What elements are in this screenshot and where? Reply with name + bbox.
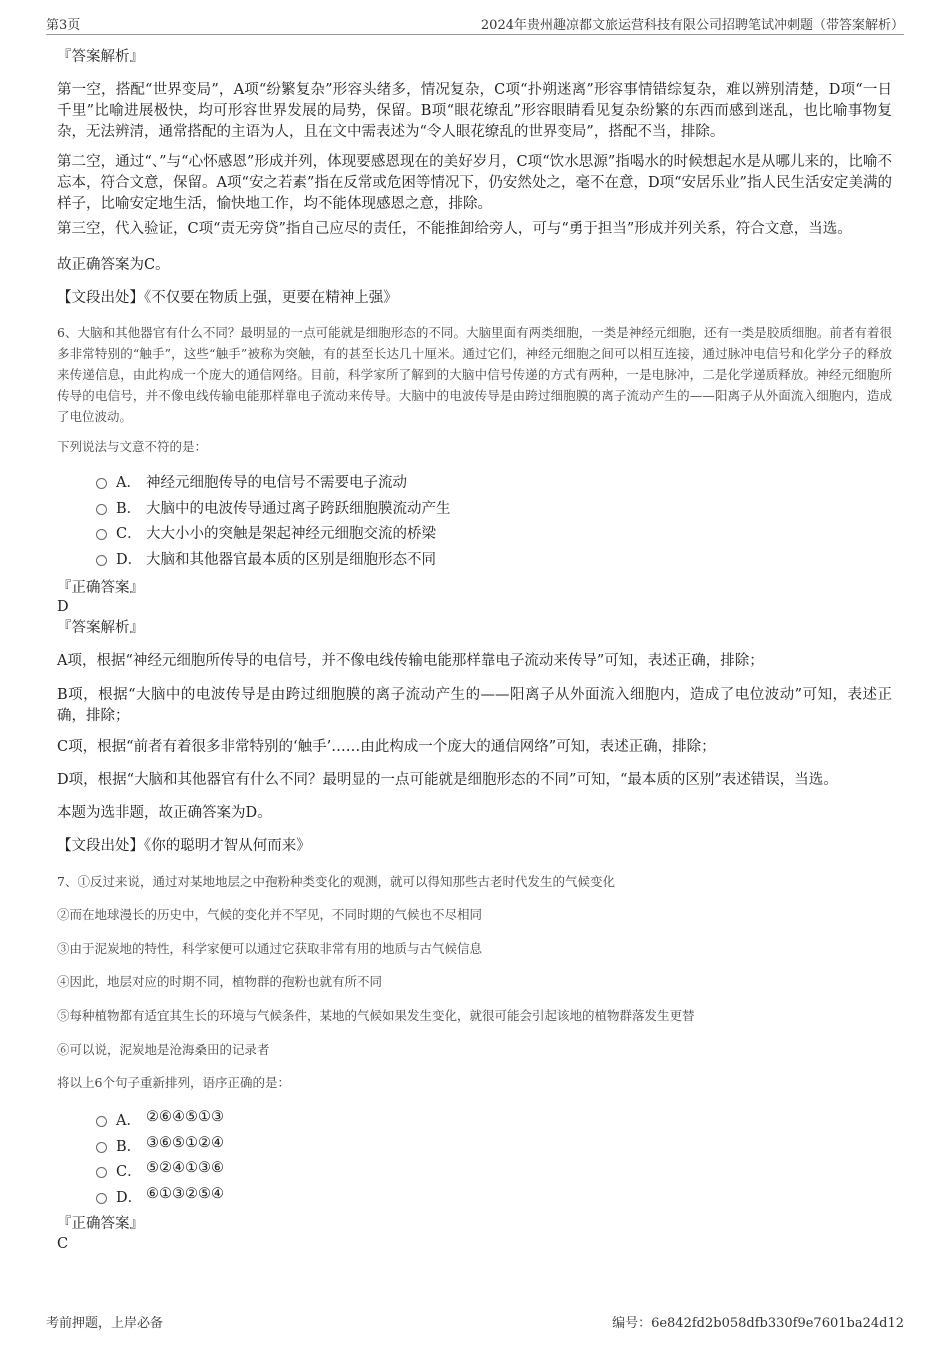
q6-source: 【文段出处】《你的聪明才智从何而来》	[57, 838, 311, 854]
q6-analysis-b: B项，根据“大脑中的电波传导是由跨过细胞膜的离子流动产生的——阳离子从外面流入细胞内，造成了电位波动”可知，表述正确，排除；	[57, 687, 892, 724]
q6-stem: 6、大脑和其他器官有什么不同？最明显的一点可能就是细胞形态的不同。大脑里面有两类细胞，一类是神经元细胞，还有一类是胶质细胞。前者有着很多非常特别的“触手”，这些“触手”被称为突触，有的甚至长达几十厘米。通过它们，神经元细胞之间可以相互连接，通过脉冲电信号和化学分子的释放来传递信息，由此构成一个庞大的通信网络。目前，科学家所了解到的大脑中信号传递的方式有两种，一是电脉冲，二是化学递质释放。神经元细胞所传导的电信号，并不像电线传输电能那样靠电子流动来传导。大脑中的电波传导是由跨过细胞膜的离子流动产生的——阳离子从外面流入细胞内，造成了电位波动。	[57, 325, 892, 424]
q7-option-d[interactable]: D． ⑥①③②⑤④	[96, 1185, 796, 1211]
q7-sentence-6: ⑥可以说，泥炭地是沧海桑田的记录者	[57, 1042, 270, 1057]
q5-conclusion: 故正确答案为C。	[57, 257, 170, 273]
q7-answer-label: 『正确答案』	[57, 1216, 144, 1232]
page-footer	[46, 1312, 904, 1332]
page-header	[46, 12, 904, 35]
radio-icon[interactable]	[96, 1116, 107, 1127]
q7-sentence-1: 7、①反过来说，通过对某地地层之中孢粉种类变化的观测，就可以得知那些古老时代发生的气候变化	[57, 874, 615, 889]
radio-icon[interactable]	[96, 504, 107, 515]
footer-slogan: 考前押题，上岸必备	[46, 1316, 164, 1331]
q5-analysis-para-2: 第二空，通过“、”与“心怀感恩”形成并列，体现要感恩现在的美好岁月，C项“饮水思源”指喝水的时候想起水是从哪儿来的，比喻不忘本，符合文意，保留。A项“安之若素”指在反常或危困等情况下，仍安然处之，毫不在意，D项“安居乐业”指人民生活安定美满的样子，比喻安定地生活，愉快地工作，均不能体现感恩之意，排除。	[57, 154, 892, 212]
q5-analysis-para-3: 第三空，代入验证，C项“责无旁贷”指自己应尽的责任，不能推卸给旁人，可与“勇于担当”形成并列关系，符合文意，当选。	[57, 221, 852, 237]
q6-answer-label: 『正确答案』	[57, 580, 144, 596]
radio-icon[interactable]	[96, 1167, 107, 1178]
q7-option-c[interactable]: C． ⑤②④①③⑥	[96, 1159, 796, 1185]
radio-icon[interactable]	[96, 1142, 107, 1153]
radio-icon[interactable]	[96, 1193, 107, 1204]
page-number: 第3页	[46, 18, 81, 33]
q5-source: 【文段出处】《不仅要在物质上强，更要在精神上强》	[57, 290, 398, 306]
q6-options	[96, 470, 796, 572]
q7-sentence-5: ⑤每种植物都有适宜其生长的环境与气候条件，某地的气候如果发生变化，就很可能会引起该地的植物群落发生更替	[57, 1008, 695, 1023]
radio-icon[interactable]	[96, 529, 107, 540]
q6-analysis-label: 『答案解析』	[57, 620, 144, 636]
q7-answer: C	[57, 1236, 69, 1252]
q6-answer: D	[57, 599, 69, 615]
q6-question: 下列说法与文意不符的是：	[57, 439, 208, 454]
footer-serial: 编号：6e842fd2b058dfb330f9e7601ba24d12	[612, 1316, 904, 1331]
q5-analysis-label: 『答案解析』	[57, 49, 144, 65]
q7-sentence-4: ④因此，地层对应的时期不同，植物群的孢粉也就有所不同	[57, 974, 383, 989]
q7-question: 将以上6个句子重新排列，语序正确的是：	[57, 1075, 290, 1090]
q6-option-c[interactable]: C． 大大小小的突触是架起神经元细胞交流的桥梁	[96, 521, 796, 547]
q6-analysis-d: D项，根据“大脑和其他器官有什么不同？最明显的一点可能就是细胞形态的不同”可知，“最本质的区别”表述错误，当选。	[57, 772, 838, 788]
q7-sentence-2: ②而在地球漫长的历史中，气候的变化并不罕见，不同时期的气候也不尽相同	[57, 907, 483, 922]
q7-option-b[interactable]: B． ③⑥⑤①②④	[96, 1134, 796, 1160]
q6-analysis-a: A项，根据“神经元细胞所传导的电信号，并不像电线传输电能那样靠电子流动来传导”可知，表述正确，排除；	[57, 653, 764, 669]
radio-icon[interactable]	[96, 555, 107, 566]
q5-analysis-para-1: 第一空，搭配“世界变局”，A项“纷繁复杂”形容头绪多，情况复杂，C项“扑朔迷离”形容事情错综复杂，难以辨别清楚，D项“一日千里”比喻进展极快，均可形容世界发展的局势，保留。B项“眼花缭乱”形容眼睛看见复杂纷繁的东西而感到迷乱，也比喻事物复杂，无法辨清，通常搭配的主语为人，且在文中需表述为“令人眼花缭乱的世界变局”，搭配不当，排除。	[57, 82, 892, 140]
q7-options	[96, 1108, 796, 1210]
q7-option-a[interactable]: A． ②⑥④⑤①③	[96, 1108, 796, 1134]
q6-option-b[interactable]: B． 大脑中的电波传导通过离子跨跃细胞膜流动产生	[96, 496, 796, 522]
q6-analysis-c: C项，根据“前者有着很多非常特别的‘触手’……由此构成一个庞大的通信网络”可知，表述正确，排除；	[57, 739, 716, 755]
q6-conclusion: 本题为选非题，故正确答案为D。	[57, 805, 272, 821]
document-title: 2024年贵州趣凉都文旅运营科技有限公司招聘笔试冲刺题（带答案解析）	[480, 18, 904, 33]
q6-option-d[interactable]: D． 大脑和其他器官最本质的区别是细胞形态不同	[96, 547, 796, 573]
radio-icon[interactable]	[96, 478, 107, 489]
q6-option-a[interactable]: A． 神经元细胞传导的电信号不需要电子流动	[96, 470, 796, 496]
q7-sentence-3: ③由于泥炭地的特性，科学家便可以通过它获取非常有用的地质与古气候信息	[57, 941, 483, 956]
